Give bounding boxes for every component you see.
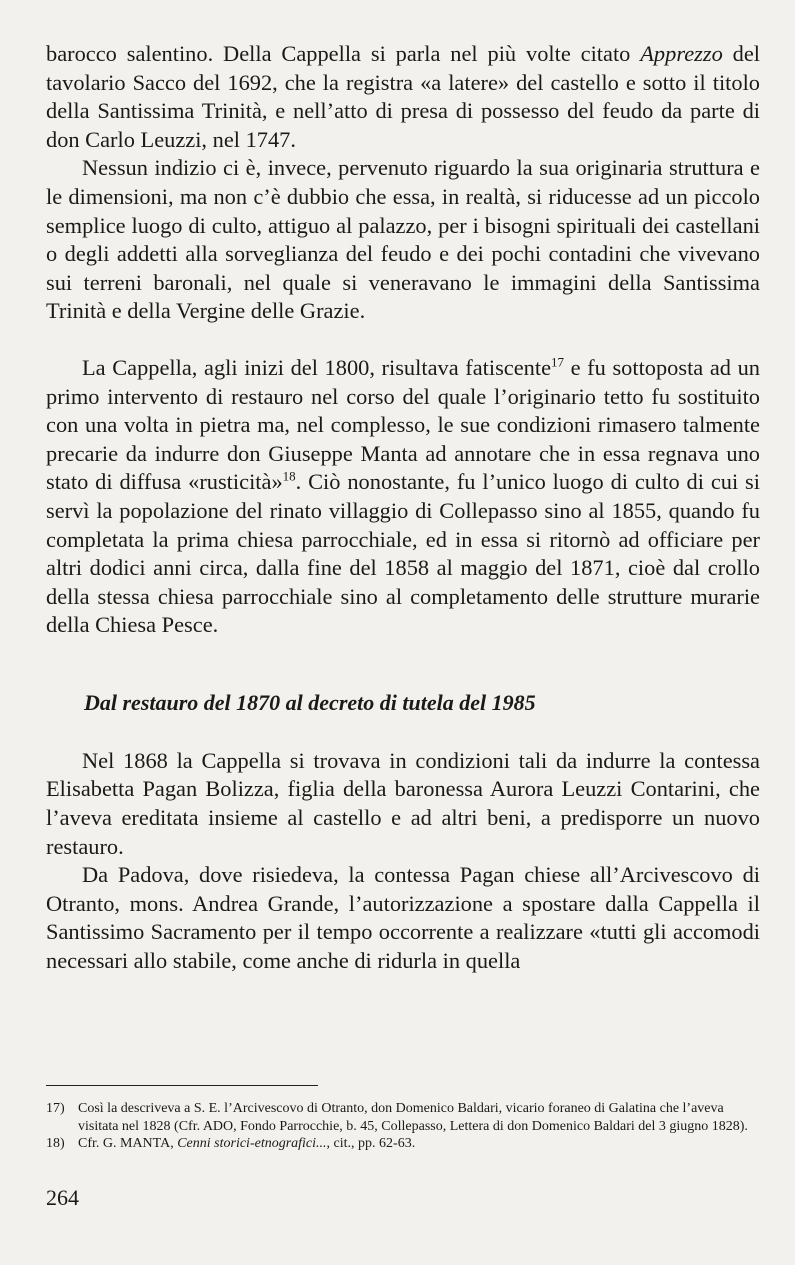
footnote-ref-18: 18 <box>282 468 296 484</box>
paragraph-1-italic-title: Apprezzo <box>640 41 723 66</box>
footnote-text <box>78 1135 762 1153</box>
paragraph-4: Nel 1868 la Cappella si trovava in condizioni tali da indurre la contessa Elisabetta Pagan Bolizza, figlia della baronessa Aurora Leuzzi Contarini, che l’aveva ereditata insieme al castello e ad altri beni, a predisporre un nuovo restauro. <box>46 747 760 859</box>
paragraph-1-text-a: barocco salentino. Della Cappella si parla nel più volte citato <box>46 41 641 66</box>
paragraph-2: Nessun indizio ci è, invece, pervenuto riguardo la sua originaria struttura e le dimensioni, ma non c’è dubbio che essa, in realtà, si riducesse ad un piccolo semplice luogo di culto, attiguo al palazzo, per i bisogni spirituali dei castellani o degli addetti alla sorveglianza del feudo e dei pochi contadini che vivevano sui terreni baronali, nel quale si veneravano le immagini della Santissima Trinità e della Vergine delle Grazie. <box>46 155 760 324</box>
page-body <box>46 40 760 976</box>
paragraph-5: Da Padova, dove risiedeva, la contessa Pagan chiese all’Arcivescovo di Otranto, mons. Andrea Grande, l’autorizzazione a spostare dalla Cappella il Santissimo Sacramento per il tempo occorrente a realizzare «tutti gli accomodi necessari allo stabile, come anche di ridurla in quella <box>46 862 760 974</box>
footnote-17 <box>46 1100 762 1135</box>
paragraph-3 <box>46 354 760 640</box>
footnote-divider <box>46 1085 318 1086</box>
footnote-ref-17: 17 <box>551 354 565 370</box>
footnote-18 <box>46 1135 762 1153</box>
footnote-number: 18) <box>46 1136 65 1151</box>
paragraph-1 <box>46 40 760 154</box>
footnote-text: Così la descriveva a S. E. l’Arcivescovo di Otranto, don Domenico Baldari, vicario foraneo di Galatina che l’aveva visitata nel 1828 (Cfr. ADO, Fondo Parrocchie, b. 45, Collepasso, Lettera di don Domenico Baldari del 3 giugno 1828). <box>78 1101 748 1134</box>
footnote-italic-title: Cenni storici-etnografici... <box>177 1136 327 1151</box>
footnote-number: 17) <box>46 1101 65 1116</box>
paragraph-3-text-b: e fu sottoposta ad un primo intervento di restauro nel corso del quale l’originario tetto fu sostituito con una volta in pietra ma, nel complesso, le sue condizioni rimasero talmente precarie da indurre don Giuseppe Manta ad annotare che in essa regnava uno stato di diffusa «rusticità» <box>46 354 760 495</box>
paragraph-3-text-c: . Ciò nonostante, fu l’unico luogo di culto di cui si servì la popolazione del rinato villaggio di Collepasso sino al 1855, quando fu completata la prima chiesa parrocchiale, ed in essa si ritornò ad officiare per altri dodici anni circa, dalla fine del 1858 al maggio del 1871, cioè dal crollo della stessa chiesa parrocchiale sino al completamento delle strutture murarie della Chiesa Pesce. <box>46 469 760 638</box>
footnote-text-pre: Cfr. G. MANTA, <box>78 1136 178 1151</box>
page-number: 264 <box>46 1185 79 1210</box>
paragraph-1-text-b: del tavolario Sacco del 1692, che la registra «a latere» del castello e sotto il titolo della Santissima Trinità, e nell’atto di presa di possesso del feudo da parte di don Carlo Leuzzi, nel 1747. <box>46 41 760 152</box>
paragraph-3-text-a: La Cappella, agli inizi del 1800, risultava fatiscente <box>82 354 552 380</box>
section-heading: Dal restauro del 1870 al decreto di tutela del 1985 <box>84 689 536 715</box>
footnote-text-post: , cit., pp. 62-63. <box>326 1136 416 1151</box>
footnotes <box>46 1100 762 1153</box>
